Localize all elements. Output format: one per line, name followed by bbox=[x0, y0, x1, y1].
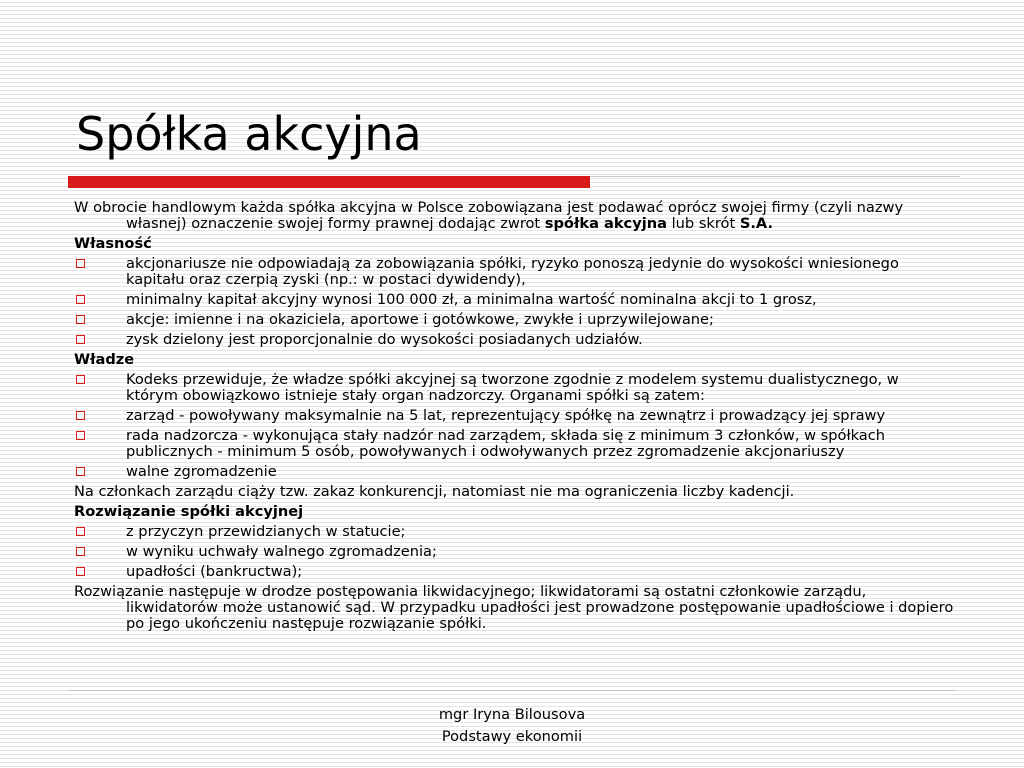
slide-body bbox=[74, 200, 954, 636]
list-item-text: w wyniku uchwały walnego zgromadzenia; bbox=[126, 543, 437, 560]
list-item-text: upadłości (bankructwa); bbox=[126, 563, 303, 580]
square-bullet-icon bbox=[76, 315, 85, 324]
square-bullet-icon bbox=[76, 431, 85, 440]
intro-abbrev: S.A. bbox=[739, 215, 774, 232]
list-item bbox=[74, 464, 954, 480]
title-divider-line bbox=[590, 176, 960, 177]
list-item bbox=[74, 292, 954, 308]
list-item bbox=[74, 524, 954, 540]
footer-course: Podstawy ekonomii bbox=[441, 728, 583, 745]
list-item-text: Kodeks przewiduje, że władze spółki akcyjnej są tworzone zgodnie z modelem systemu dualistycznego, w którym obowiązkowo istnieje stały organ nadzorczy. Organami spółki są zatem: bbox=[126, 371, 899, 404]
closing-paragraph: Rozwiązanie następuje w drodze postępowania likwidacyjnego; likwidatorami są ostatni członkowie zarządu, likwidatorów może ustanowić sąd. W przypadku upadłości jest prowadzone postępowanie upadłościowe i dopiero po jego ukończeniu następuje rozwiązanie spółki. bbox=[74, 583, 954, 632]
list-item bbox=[74, 408, 954, 424]
square-bullet-icon bbox=[76, 527, 85, 536]
list-item-text: walne zgromadzenie bbox=[126, 463, 277, 480]
list-item bbox=[74, 544, 954, 560]
list-item bbox=[74, 428, 954, 460]
list-item-text: zysk dzielony jest proporcjonalnie do wysokości posiadanych udziałów. bbox=[126, 331, 643, 348]
list-item-text: akcje: imienne i na okaziciela, aportowe i gotówkowe, zwykłe i uprzywilejowane; bbox=[126, 311, 714, 328]
title-divider bbox=[68, 176, 960, 188]
title-divider-accent bbox=[68, 176, 590, 188]
intro-text: W obrocie handlowym każda spółka akcyjna w Polsce zobowiązana jest podawać oprócz swojej firmy (czyli nazwy własnej) oznaczenie swojej formy prawnej dodając zwrot bbox=[74, 199, 904, 232]
list-item bbox=[74, 256, 954, 288]
list-item-text: zarząd - powoływany maksymalnie na 5 lat, reprezentujący spółkę na zewnątrz i prowadzący jej sprawy bbox=[126, 407, 886, 424]
slide-title: Spółka akcyjna bbox=[76, 107, 422, 161]
intro-paragraph bbox=[74, 200, 954, 232]
intro-text-2: lub skrót bbox=[666, 215, 740, 232]
list-item bbox=[74, 372, 954, 404]
noncompete-paragraph: Na członkach zarządu ciąży tzw. zakaz konkurencji, natomiast nie ma ograniczenia liczby kadencji. bbox=[74, 483, 795, 500]
list-item-text: minimalny kapitał akcyjny wynosi 100 000 zł, a minimalna wartość nominalna akcji to 1 grosz, bbox=[126, 291, 817, 308]
square-bullet-icon bbox=[76, 567, 85, 576]
list-item-text: akcjonariusze nie odpowiadają za zobowiązania spółki, ryzyko ponoszą jedynie do wysokości wniesionego kapitału oraz czerpią zyski (np.: w postaci dywidendy), bbox=[126, 255, 899, 288]
section-heading-dissolution: Rozwiązanie spółki akcyjnej bbox=[74, 503, 304, 520]
list-item bbox=[74, 312, 954, 328]
square-bullet-icon bbox=[76, 295, 85, 304]
list-item-text: z przyczyn przewidzianych w statucie; bbox=[126, 523, 406, 540]
list-item-text: rada nadzorcza - wykonująca stały nadzór nad zarządem, składa się z minimum 3 członków, w spółkach publicznych - minimum 5 osób, powoływanych i odwoływanych przez zgromadzenie akcjonariuszy bbox=[126, 427, 886, 460]
footer-divider bbox=[68, 690, 956, 691]
footer-author: mgr Iryna Bilousova bbox=[438, 706, 586, 723]
list-item bbox=[74, 564, 954, 580]
square-bullet-icon bbox=[76, 335, 85, 344]
intro-term: spółka akcyjna bbox=[544, 215, 667, 232]
square-bullet-icon bbox=[76, 467, 85, 476]
section-heading-ownership: Własność bbox=[74, 235, 152, 252]
square-bullet-icon bbox=[76, 375, 85, 384]
square-bullet-icon bbox=[76, 547, 85, 556]
list-item bbox=[74, 332, 954, 348]
square-bullet-icon bbox=[76, 259, 85, 268]
section-heading-authorities: Władze bbox=[74, 351, 135, 368]
square-bullet-icon bbox=[76, 411, 85, 420]
